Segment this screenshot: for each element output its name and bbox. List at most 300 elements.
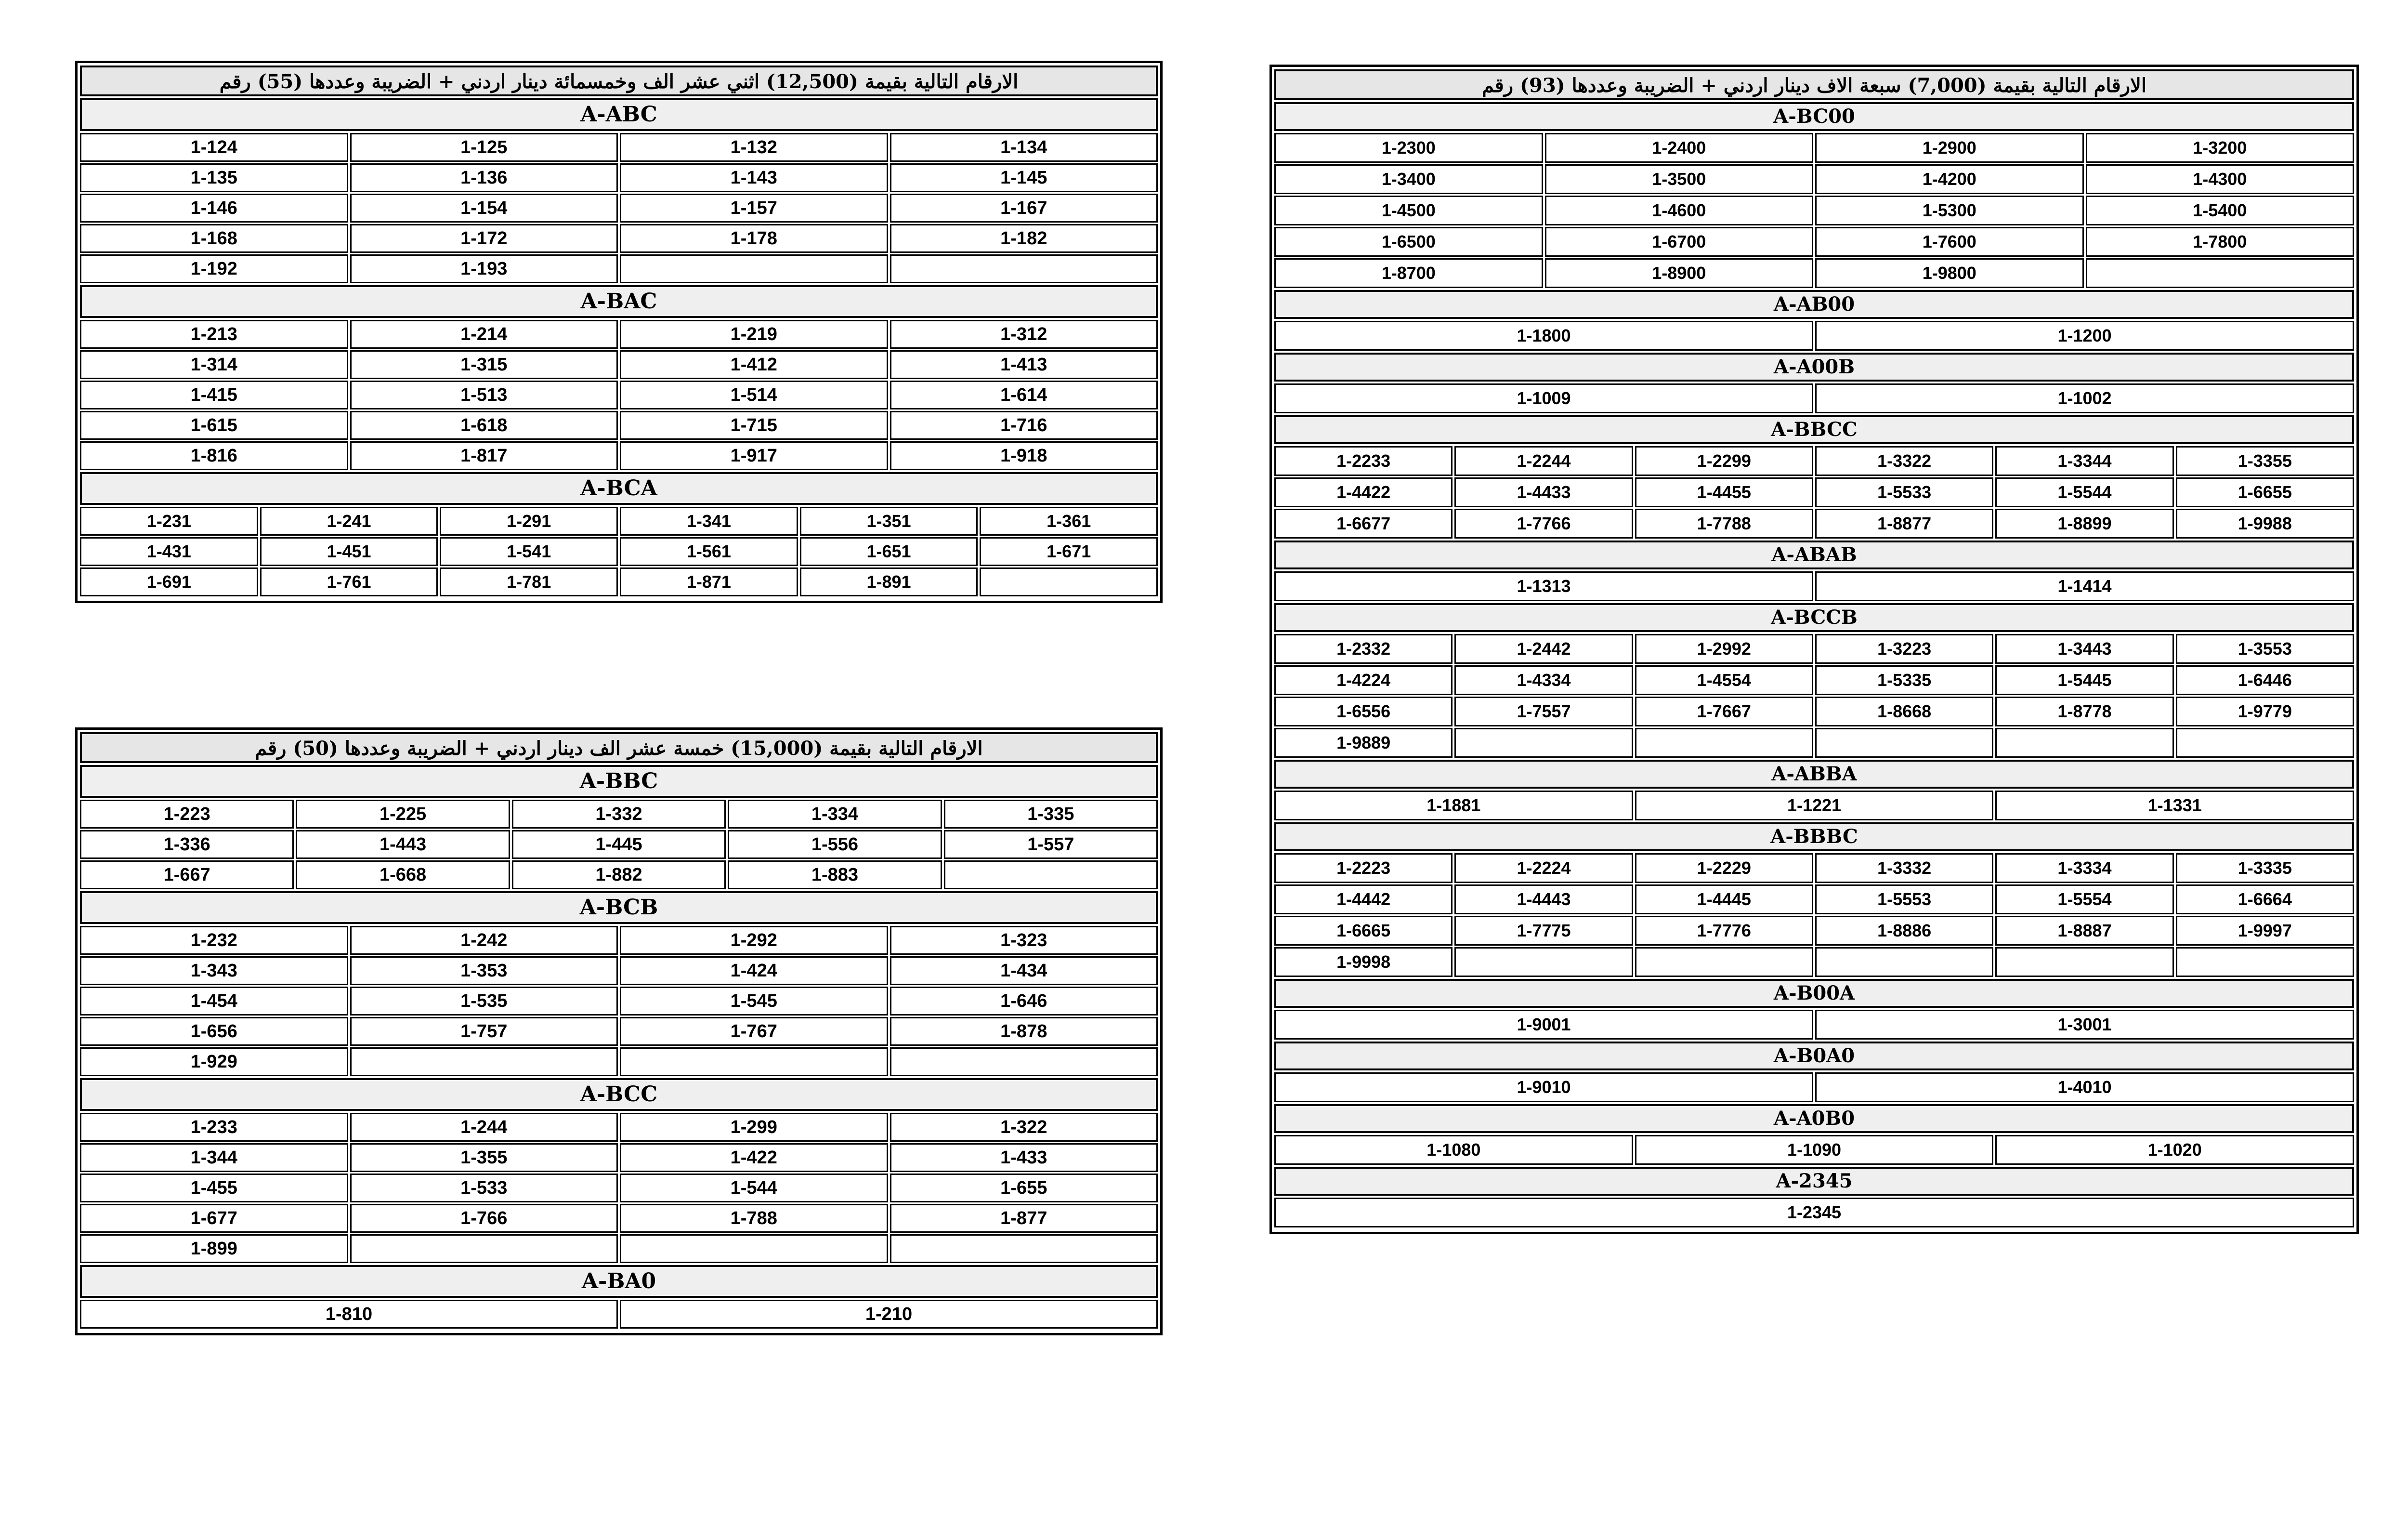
number-cell: 1-3500 — [1545, 164, 1814, 194]
table-row — [80, 1174, 1158, 1202]
number-cell: 1-514 — [620, 381, 888, 409]
table-row — [1274, 477, 2354, 507]
series-section — [80, 98, 1158, 283]
price-table-7000 — [1269, 65, 2359, 1234]
number-cell: 1-135 — [80, 163, 348, 192]
table-row — [80, 224, 1158, 253]
series-header: A-AB00 — [1274, 290, 2354, 319]
number-cell: 1-2332 — [1274, 634, 1453, 664]
number-cell: 1-312 — [890, 320, 1158, 349]
number-cell: 1-2223 — [1274, 853, 1453, 883]
number-cell: 1-4500 — [1274, 196, 1543, 225]
number-cell: 1-651 — [800, 537, 978, 566]
number-cell: 1-883 — [728, 860, 942, 889]
number-cell: 1-214 — [350, 320, 618, 349]
number-cell: 1-9998 — [1274, 947, 1453, 977]
number-cell: 1-1200 — [1815, 321, 2354, 351]
number-cell: 1-2992 — [1635, 634, 1813, 664]
number-cell: 1-8886 — [1815, 916, 1993, 946]
number-cell: 1-241 — [260, 507, 438, 536]
number-cell: 1-4334 — [1454, 665, 1633, 695]
number-cell: 1-193 — [350, 254, 618, 283]
table-row — [1274, 916, 2354, 946]
number-cell: 1-1414 — [1815, 571, 2354, 601]
number-cell: 1-535 — [350, 987, 618, 1016]
series-header: A-2345 — [1274, 1167, 2354, 1196]
number-cell: 1-8778 — [1995, 697, 2173, 726]
number-cell: 1-334 — [728, 800, 942, 829]
series-section — [1274, 1042, 2354, 1102]
table-row — [1274, 728, 2354, 758]
number-cell: 1-545 — [620, 987, 888, 1016]
number-cell: 1-335 — [944, 800, 1158, 829]
number-cell: 1-715 — [620, 411, 888, 440]
number-cell: 1-4433 — [1454, 477, 1633, 507]
series-header: A-BCCB — [1274, 603, 2354, 632]
number-cell: 1-871 — [620, 567, 798, 596]
table-row — [1274, 446, 2354, 476]
number-cell: 1-146 — [80, 194, 348, 223]
number-cell: 1-2299 — [1635, 446, 1813, 476]
number-cell: 1-210 — [620, 1300, 1158, 1329]
number-cell: 1-677 — [80, 1204, 348, 1233]
table-row — [80, 441, 1158, 470]
number-cell — [1635, 947, 1813, 977]
number-cell: 1-3200 — [2086, 133, 2355, 163]
panel-title: الارقام التالية بقيمة (7,000) سبعة الاف دينار اردني + الضريبة وعددها (93) رقم — [1274, 69, 2354, 100]
number-cell: 1-5554 — [1995, 884, 2173, 914]
table-row — [1274, 947, 2354, 977]
number-cell: 1-929 — [80, 1047, 348, 1076]
number-cell: 1-315 — [350, 350, 618, 379]
number-cell — [980, 567, 1158, 596]
table-row — [80, 1047, 1158, 1076]
number-cell: 1-9988 — [2176, 509, 2354, 539]
number-cell: 1-1331 — [1995, 791, 2354, 820]
number-cell: 1-443 — [296, 830, 510, 859]
number-cell: 1-244 — [350, 1113, 618, 1142]
number-cell: 1-5300 — [1815, 196, 2084, 225]
panel-title: الارقام التالية بقيمة (15,000) خمسة عشر الف دينار اردني + الضريبة وعددها (50) رقم — [80, 732, 1158, 763]
number-cell: 1-6500 — [1274, 227, 1543, 257]
number-cell: 1-3322 — [1815, 446, 1993, 476]
number-cell: 1-2400 — [1545, 133, 1814, 163]
series-section — [1274, 760, 2354, 820]
number-cell: 1-6677 — [1274, 509, 1453, 539]
number-cell: 1-353 — [350, 956, 618, 985]
number-cell: 1-655 — [890, 1174, 1158, 1202]
number-cell: 1-7667 — [1635, 697, 1813, 726]
series-section — [1274, 541, 2354, 601]
number-cell: 1-3001 — [1815, 1010, 2354, 1040]
number-cell: 1-4010 — [1815, 1072, 2354, 1102]
number-cell: 1-618 — [350, 411, 618, 440]
table-row — [80, 381, 1158, 409]
number-cell: 1-3332 — [1815, 853, 1993, 883]
number-cell: 1-2233 — [1274, 446, 1453, 476]
series-section — [80, 891, 1158, 1076]
number-cell: 1-223 — [80, 800, 294, 829]
number-cell — [1815, 947, 1993, 977]
series-header: A-B0A0 — [1274, 1042, 2354, 1070]
number-cell: 1-422 — [620, 1143, 888, 1172]
number-cell: 1-4422 — [1274, 477, 1453, 507]
number-cell: 1-8877 — [1815, 509, 1993, 539]
number-cell: 1-5553 — [1815, 884, 1993, 914]
series-header: A-BBBC — [1274, 822, 2354, 851]
series-section — [1274, 102, 2354, 288]
number-cell: 1-1221 — [1635, 791, 1994, 820]
number-cell: 1-671 — [980, 537, 1158, 566]
number-cell: 1-7766 — [1454, 509, 1633, 539]
series-header: A-BAC — [80, 285, 1158, 318]
number-cell: 1-9010 — [1274, 1072, 1813, 1102]
number-cell: 1-513 — [350, 381, 618, 409]
number-cell: 1-125 — [350, 133, 618, 162]
number-cell: 1-667 — [80, 860, 294, 889]
table-row — [1274, 634, 2354, 664]
number-cell: 1-810 — [80, 1300, 618, 1329]
table-row — [80, 860, 1158, 889]
series-section — [80, 1078, 1158, 1263]
number-cell: 1-242 — [350, 926, 618, 955]
table-row — [80, 194, 1158, 223]
number-cell: 1-178 — [620, 224, 888, 253]
number-cell: 1-615 — [80, 411, 348, 440]
table-row — [1274, 665, 2354, 695]
number-cell: 1-882 — [512, 860, 726, 889]
number-cell: 1-291 — [440, 507, 618, 536]
number-cell: 1-3553 — [2176, 634, 2354, 664]
number-cell: 1-6446 — [2176, 665, 2354, 695]
number-cell: 1-433 — [890, 1143, 1158, 1172]
table-row — [1274, 791, 2354, 820]
number-cell: 1-2900 — [1815, 133, 2084, 163]
number-cell: 1-167 — [890, 194, 1158, 223]
number-cell: 1-219 — [620, 320, 888, 349]
number-cell: 1-225 — [296, 800, 510, 829]
number-cell: 1-9001 — [1274, 1010, 1813, 1040]
table-row — [80, 320, 1158, 349]
number-cell — [1815, 728, 1993, 758]
number-cell: 1-168 — [80, 224, 348, 253]
number-cell: 1-145 — [890, 163, 1158, 192]
number-cell: 1-8899 — [1995, 509, 2173, 539]
table-row — [1274, 1198, 2354, 1227]
number-cell — [620, 1047, 888, 1076]
number-cell — [350, 1047, 618, 1076]
number-cell: 1-3443 — [1995, 634, 2173, 664]
number-cell: 1-4443 — [1454, 884, 1633, 914]
number-cell: 1-544 — [620, 1174, 888, 1202]
number-cell: 1-412 — [620, 350, 888, 379]
number-cell: 1-5335 — [1815, 665, 1993, 695]
table-row — [1274, 227, 2354, 257]
number-cell — [944, 860, 1158, 889]
panel-title: الارقام التالية بقيمة (12,500) اثني عشر الف وخمسمائة دينار اردني + الضريبة وعددها (55) رقم — [80, 66, 1158, 96]
series-header: A-BC00 — [1274, 102, 2354, 131]
price-table-15000 — [75, 727, 1163, 1335]
number-cell: 1-3334 — [1995, 853, 2173, 883]
table-row — [80, 1113, 1158, 1142]
number-cell: 1-124 — [80, 133, 348, 162]
number-cell: 1-323 — [890, 926, 1158, 955]
number-cell: 1-767 — [620, 1017, 888, 1046]
table-row — [80, 1234, 1158, 1263]
table-row — [1274, 321, 2354, 351]
number-cell: 1-336 — [80, 830, 294, 859]
table-row — [80, 956, 1158, 985]
number-cell: 1-424 — [620, 956, 888, 985]
number-cell: 1-533 — [350, 1174, 618, 1202]
number-cell: 1-292 — [620, 926, 888, 955]
table-row — [1274, 697, 2354, 726]
table-row — [80, 411, 1158, 440]
number-cell: 1-192 — [80, 254, 348, 283]
number-cell: 1-8900 — [1545, 258, 1814, 288]
table-row — [1274, 571, 2354, 601]
number-cell — [2086, 258, 2355, 288]
table-row — [1274, 1010, 2354, 1040]
number-cell — [890, 1047, 1158, 1076]
number-cell: 1-233 — [80, 1113, 348, 1142]
number-cell: 1-4455 — [1635, 477, 1813, 507]
number-cell — [890, 254, 1158, 283]
series-header: A-BCA — [80, 472, 1158, 505]
number-cell: 1-1020 — [1995, 1135, 2354, 1165]
table-row — [80, 507, 1158, 536]
number-cell: 1-614 — [890, 381, 1158, 409]
number-cell: 1-817 — [350, 441, 618, 470]
table-row — [1274, 884, 2354, 914]
number-cell: 1-6664 — [2176, 884, 2354, 914]
number-cell: 1-5544 — [1995, 477, 2173, 507]
number-cell: 1-9997 — [2176, 916, 2354, 946]
number-cell: 1-415 — [80, 381, 348, 409]
series-header: A-BCB — [80, 891, 1158, 924]
number-cell: 1-1881 — [1274, 791, 1633, 820]
number-cell: 1-232 — [80, 926, 348, 955]
table-row — [1274, 1135, 2354, 1165]
table-row — [80, 1300, 1158, 1329]
series-header: A-ABC — [80, 98, 1158, 131]
series-section — [1274, 979, 2354, 1040]
number-cell: 1-1002 — [1815, 383, 2354, 413]
number-cell: 1-557 — [944, 830, 1158, 859]
number-cell: 1-899 — [80, 1234, 348, 1263]
number-cell — [1635, 728, 1813, 758]
table-row — [80, 537, 1158, 566]
table-row — [1274, 258, 2354, 288]
number-cell: 1-9800 — [1815, 258, 2084, 288]
series-header: A-B00A — [1274, 979, 2354, 1008]
number-cell: 1-134 — [890, 133, 1158, 162]
number-cell: 1-2229 — [1635, 853, 1813, 883]
series-section — [1274, 822, 2354, 977]
table-row — [80, 567, 1158, 596]
number-cell: 1-344 — [80, 1143, 348, 1172]
number-cell: 1-656 — [80, 1017, 348, 1046]
number-cell: 1-646 — [890, 987, 1158, 1016]
series-section — [1274, 290, 2354, 351]
series-section — [80, 765, 1158, 889]
number-cell — [1995, 728, 2173, 758]
number-cell: 1-4600 — [1545, 196, 1814, 225]
number-cell: 1-361 — [980, 507, 1158, 536]
number-cell — [1995, 947, 2173, 977]
number-cell: 1-454 — [80, 987, 348, 1016]
series-header: A-ABBA — [1274, 760, 2354, 789]
number-cell: 1-816 — [80, 441, 348, 470]
number-cell: 1-4445 — [1635, 884, 1813, 914]
number-cell: 1-1800 — [1274, 321, 1813, 351]
number-cell: 1-157 — [620, 194, 888, 223]
series-header: A-A00B — [1274, 353, 2354, 382]
table-row — [1274, 853, 2354, 883]
number-cell: 1-341 — [620, 507, 798, 536]
number-cell: 1-3335 — [2176, 853, 2354, 883]
number-cell: 1-7788 — [1635, 509, 1813, 539]
number-cell — [620, 254, 888, 283]
number-cell: 1-6700 — [1545, 227, 1814, 257]
table-row — [80, 800, 1158, 829]
table-row — [1274, 1072, 2354, 1102]
number-cell: 1-668 — [296, 860, 510, 889]
series-section — [80, 1265, 1158, 1329]
number-cell: 1-6655 — [2176, 477, 2354, 507]
table-row — [80, 350, 1158, 379]
number-cell: 1-4200 — [1815, 164, 2084, 194]
number-cell: 1-7557 — [1454, 697, 1633, 726]
number-cell: 1-781 — [440, 567, 618, 596]
number-cell: 1-691 — [80, 567, 258, 596]
number-cell: 1-766 — [350, 1204, 618, 1233]
number-cell: 1-4554 — [1635, 665, 1813, 695]
number-cell: 1-788 — [620, 1204, 888, 1233]
number-cell — [2176, 728, 2354, 758]
number-cell: 1-213 — [80, 320, 348, 349]
number-cell: 1-5533 — [1815, 477, 1993, 507]
number-cell — [620, 1234, 888, 1263]
series-section — [1274, 415, 2354, 539]
number-cell — [890, 1234, 1158, 1263]
number-cell: 1-556 — [728, 830, 942, 859]
table-row — [80, 1017, 1158, 1046]
number-cell — [2176, 947, 2354, 977]
number-cell: 1-1313 — [1274, 571, 1813, 601]
table-row — [80, 133, 1158, 162]
number-cell: 1-3400 — [1274, 164, 1543, 194]
number-cell: 1-761 — [260, 567, 438, 596]
table-row — [1274, 509, 2354, 539]
number-cell: 1-9779 — [2176, 697, 2354, 726]
number-cell: 1-413 — [890, 350, 1158, 379]
number-cell: 1-2300 — [1274, 133, 1543, 163]
number-cell: 1-136 — [350, 163, 618, 192]
series-header: A-BBC — [80, 765, 1158, 798]
number-cell: 1-1009 — [1274, 383, 1813, 413]
table-row — [1274, 133, 2354, 163]
number-cell: 1-6665 — [1274, 916, 1453, 946]
series-header: A-BCC — [80, 1078, 1158, 1111]
number-cell: 1-917 — [620, 441, 888, 470]
number-cell: 1-322 — [890, 1113, 1158, 1142]
number-cell: 1-8668 — [1815, 697, 1993, 726]
number-cell: 1-7600 — [1815, 227, 2084, 257]
number-cell: 1-3344 — [1995, 446, 2173, 476]
number-cell: 1-4300 — [2086, 164, 2355, 194]
number-cell: 1-132 — [620, 133, 888, 162]
number-cell: 1-299 — [620, 1113, 888, 1142]
number-cell: 1-154 — [350, 194, 618, 223]
number-cell: 1-1080 — [1274, 1135, 1633, 1165]
series-section — [1274, 1104, 2354, 1165]
table-row — [1274, 164, 2354, 194]
number-cell: 1-7775 — [1454, 916, 1633, 946]
number-cell: 1-445 — [512, 830, 726, 859]
series-header: A-A0B0 — [1274, 1104, 2354, 1133]
number-cell: 1-455 — [80, 1174, 348, 1202]
number-cell: 1-877 — [890, 1204, 1158, 1233]
table-row — [1274, 383, 2354, 413]
table-row — [1274, 196, 2354, 225]
number-cell: 1-332 — [512, 800, 726, 829]
price-table-12500 — [75, 61, 1163, 603]
number-cell: 1-5400 — [2086, 196, 2355, 225]
table-row — [80, 1143, 1158, 1172]
series-header: A-ABAB — [1274, 541, 2354, 569]
series-section — [80, 472, 1158, 596]
table-row — [80, 926, 1158, 955]
number-cell: 1-2224 — [1454, 853, 1633, 883]
series-header: A-BA0 — [80, 1265, 1158, 1298]
number-cell: 1-2442 — [1454, 634, 1633, 664]
number-cell: 1-3355 — [2176, 446, 2354, 476]
series-section — [1274, 353, 2354, 413]
number-cell: 1-9889 — [1274, 728, 1453, 758]
number-cell — [1454, 728, 1633, 758]
number-cell: 1-451 — [260, 537, 438, 566]
number-cell: 1-757 — [350, 1017, 618, 1046]
series-section — [1274, 603, 2354, 758]
number-cell: 1-878 — [890, 1017, 1158, 1046]
number-cell: 1-2244 — [1454, 446, 1633, 476]
series-section — [1274, 1167, 2354, 1227]
number-cell: 1-1090 — [1635, 1135, 1994, 1165]
number-cell: 1-143 — [620, 163, 888, 192]
number-cell: 1-541 — [440, 537, 618, 566]
number-cell — [1454, 947, 1633, 977]
number-cell: 1-4442 — [1274, 884, 1453, 914]
number-cell: 1-561 — [620, 537, 798, 566]
number-cell: 1-231 — [80, 507, 258, 536]
number-cell: 1-891 — [800, 567, 978, 596]
number-cell: 1-7776 — [1635, 916, 1813, 946]
number-cell: 1-434 — [890, 956, 1158, 985]
number-cell: 1-182 — [890, 224, 1158, 253]
number-cell: 1-351 — [800, 507, 978, 536]
number-cell: 1-716 — [890, 411, 1158, 440]
series-section — [80, 285, 1158, 470]
number-cell: 1-2345 — [1274, 1198, 2354, 1227]
number-cell: 1-355 — [350, 1143, 618, 1172]
series-header: A-BBCC — [1274, 415, 2354, 444]
number-cell: 1-343 — [80, 956, 348, 985]
number-cell — [350, 1234, 618, 1263]
number-cell: 1-8887 — [1995, 916, 2173, 946]
number-cell: 1-3223 — [1815, 634, 1993, 664]
number-cell: 1-172 — [350, 224, 618, 253]
